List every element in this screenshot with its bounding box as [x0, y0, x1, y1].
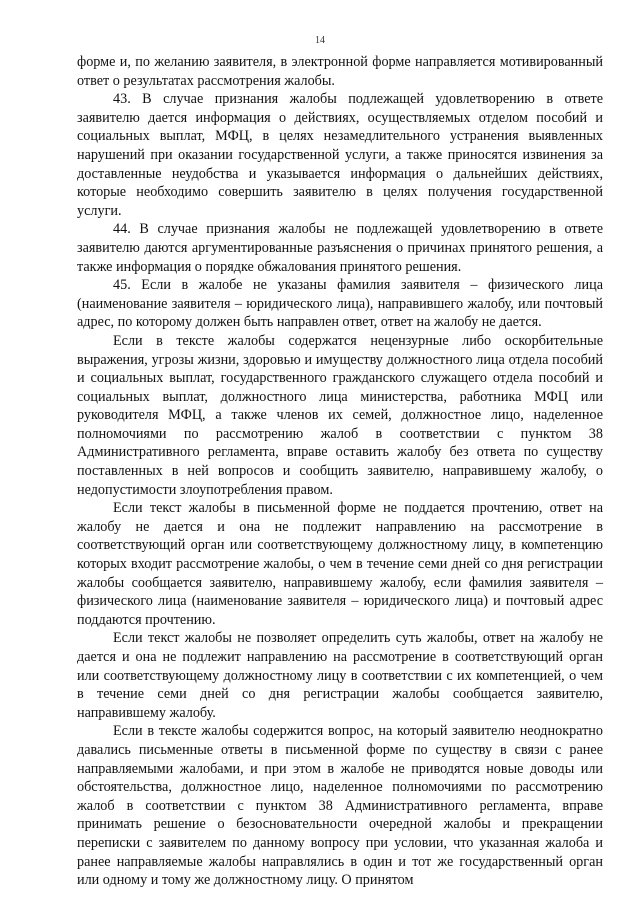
page-number: 14	[315, 35, 325, 46]
paragraph-unreadable-text: Если текст жалобы в письменной форме не поддается прочтению, ответ на жалобу не дается и она не подлежит направлению на рассмотрение в соответствующий орган или соответствующему должностному лицу, в компетенцию которых входит рассмотрение жалобы, о чем в течение семи дней со дня регистрации жалобы сообщается заявителю, направившему жалобу, если фамилия заявителя – физического лица (наименование заявителя – юридического лица) и почтовый адрес поддаются прочтению.	[77, 500, 603, 628]
paragraph-44: 44. В случае признания жалобы не подлежащей удовлетворению в ответе заявителю даются аргументированные разъяснения о причинах принятого решения, а также информация о порядке обжалования принятого решения.	[77, 221, 603, 275]
paragraph-continuation: форме и, по желанию заявителя, в электронной форме направляется мотивированный ответ о результатах рассмотрения жалобы.	[77, 54, 603, 89]
paragraph-unclear-essence: Если текст жалобы не позволяет определить суть жалобы, ответ на жалобу не дается и она не подлежит направлению на рассмотрение в соответствующий орган или соответствующему должностному лицу в соответствии с их компетенцией, о чем в течение семи дней со дня регистрации жалобы сообщается заявителю, направившему жалобу.	[77, 630, 603, 721]
paragraph-repeated-question: Если в тексте жалобы содержится вопрос, на который заявителю неоднократно давались письменные ответы в письменной форме по существу в связи с ранее направляемыми жалобами, и при этом в жалобе не приводятся новые доводы или обстоятельства, должностное лицо, наделенное полномочиями по рассмотрению жалоб в соответствии с пунктом 38 Административного регламента, вправе принимать решение о безосновательности очередной жалобы и прекращении переписки с заявителем по данному вопросу при условии, что указанная жалоба и ранее направляемые жалобы направлялись в один и тот же государственный орган или одному и тому же должностному лицу. О принятом	[77, 723, 603, 889]
document-body	[77, 53, 603, 890]
paragraph-45: 45. Если в жалобе не указаны фамилия заявителя – физического лица (наименование заявителя – юридического лица), направившего жалобу, или почтовый адрес, по которому должен быть направлен ответ, ответ на жалобу не дается.	[77, 277, 603, 331]
paragraph-43: 43. В случае признания жалобы подлежащей удовлетворению в ответе заявителю дается информация о действиях, осуществляемых отделом пособий и социальных выплат, МФЦ, в целях незамедлительного устранения выявленных нарушений при оказании государственной услуги, а также приносятся извинения за доставленные неудобства и указывается информация о дальнейших действиях, которые необходимо совершить заявителю в целях получения государственной услуги.	[77, 91, 603, 219]
paragraph-offensive-language: Если в тексте жалобы содержатся нецензурные либо оскорбительные выражения, угрозы жизни, здоровью и имуществу должностного лица отдела пособий и социальных выплат, государственного гражданского служащего отдела пособий и социальных выплат, должностного лица министерства, работника МФЦ или руководителя МФЦ, а также членов их семей, должностное лицо, наделенное полномочиями по рассмотрению жалоб в соответствии с пунктом 38 Административного регламента, вправе оставить жалобу без ответа по существу поставленных в ней вопросов и сообщить заявителю, направившему жалобу, о недопустимости злоупотребления правом.	[77, 332, 603, 498]
